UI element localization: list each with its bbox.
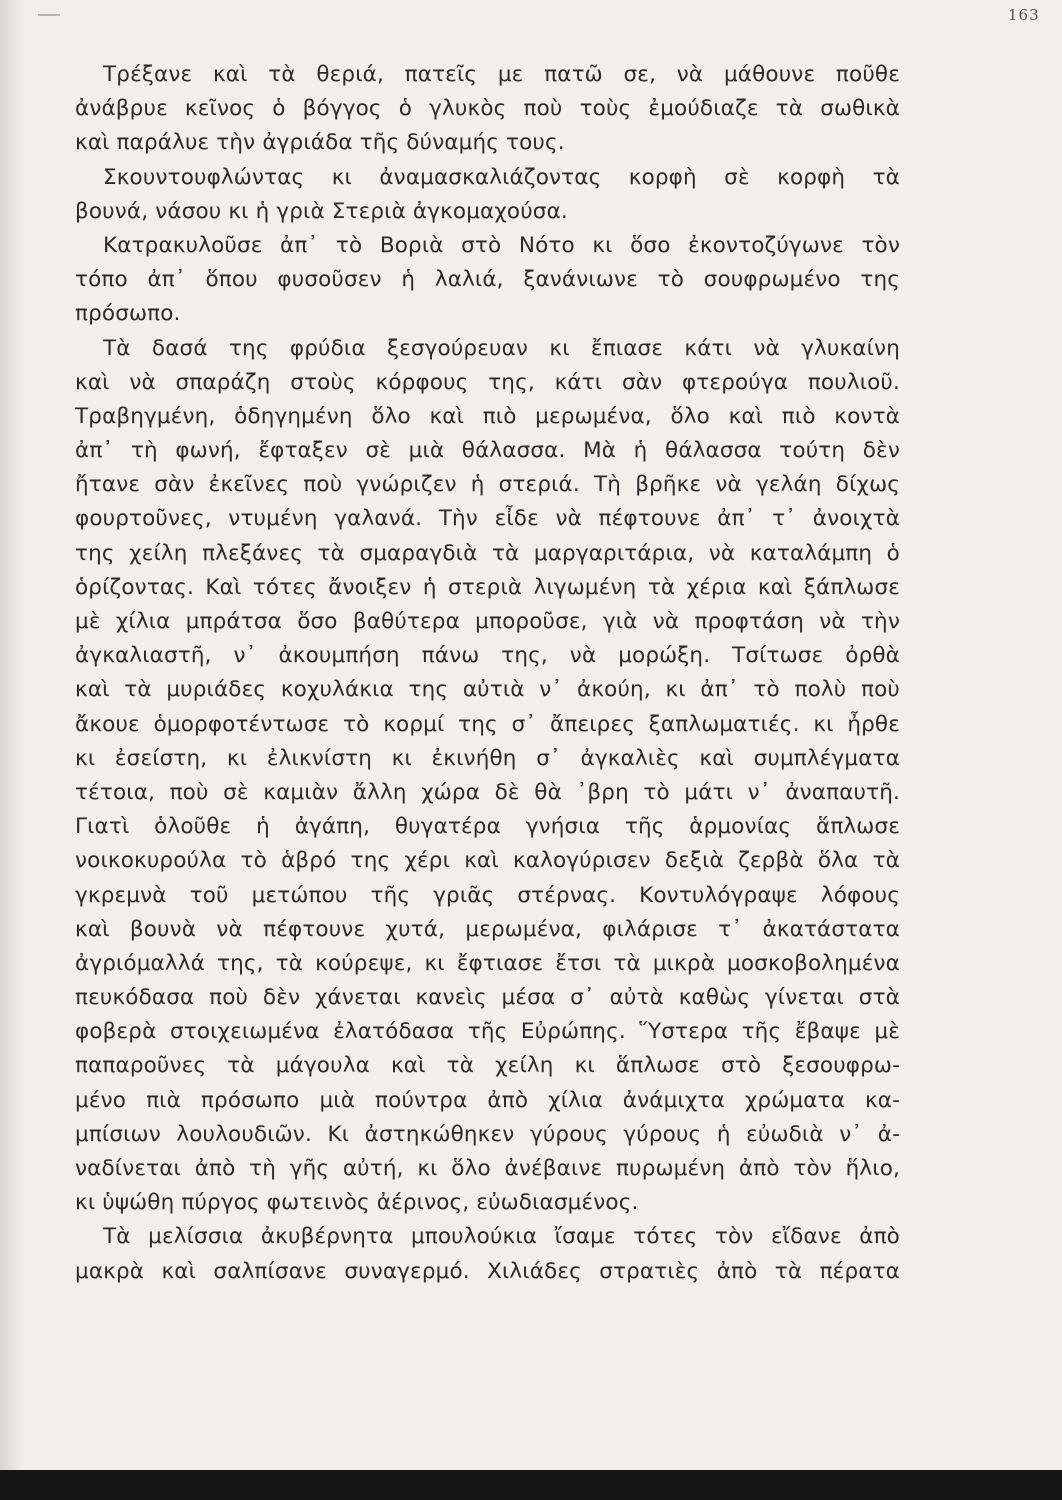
text-line: μακρὰ καὶ σαλπίσανε συναγερμό. Χιλιάδες στρατιὲς ἀπὸ τὰ πέρατα [75, 1258, 900, 1284]
text-line: Σκουντουφλώντας κι ἀναμασκαλιάζοντας κορφὴ σὲ κορφὴ τὰ [103, 164, 900, 190]
text-line: Κατρακυλοῦσε ἀπ᾿ τὸ Βοριὰ στὸ Νότο κι ὅσο ἐκοντοζύγωνε τὸν [103, 232, 900, 258]
text-line: Γιατὶ ὁλοῦθε ἡ ἀγάπη, θυγατέρα γνήσια τῆς ἁρμονίας ἅπλωσε [75, 814, 900, 840]
text-line: Τὰ μελίσσια ἀκυβέρνητα μπουλούκια ἴσαμε τότες τὸν εἴδανε ἀπὸ [103, 1224, 900, 1250]
body-text [75, 58, 900, 1289]
page-edge [0, 0, 22, 1470]
text-line: γκρεμνὰ τοῦ μετώπου τῆς γριᾶς στέρνας. Κοντυλόγραψε λόφους [75, 882, 900, 908]
page-number: 163 [1008, 6, 1040, 24]
text-line: ἀγριόμαλλά της, τὰ κούρεψε, κι ἔφτιασε ἔτσι τὰ μικρὰ μοσκοβολημένα [75, 950, 900, 976]
text-line: ἄκουε ὁμορφοτέντωσε τὸ κορμί της σ᾿ ἄπειρες ξαπλωματιές. κι ἦρθε [75, 711, 900, 737]
text-line: καὶ νὰ σπαράζη στοὺς κόρφους της, κάτι σὰν φτερούγα πουλιοῦ. [75, 369, 900, 395]
text-line: ἀπ᾿ τὴ φωνή, ἔφταξεν σὲ μιὰ θάλασσα. Μὰ ἡ θάλασσα τούτη δὲν [75, 438, 900, 464]
gutter-mark [38, 14, 60, 16]
text-line: τόπο ἀπ᾿ ὅπου φυσοῦσεν ἡ λαλιά, ξανάνιωνε τὸ σουφρωμένο της [75, 267, 900, 293]
text-line: καὶ τὰ μυριάδες κοχυλάκια της αὐτιὰ ν᾿ ἀκούη, κι ἀπ᾿ τὸ πολὺ ποὺ [75, 677, 900, 703]
text-line: φουρτοῦνες, ντυμένη γαλανά. Τὴν εἶδε νὰ πέφτουνε ἀπ᾿ τ᾿ ἀνοιχτὰ [75, 506, 900, 532]
text-line: Τραβηγμένη, ὁδηγημένη ὅλο καὶ πιὸ μερωμένα, ὅλο καὶ πιὸ κοντὰ [75, 403, 900, 429]
text-line: φοβερὰ στοιχειωμένα ἐλατόδασα τῆς Εὐρώπης. Ὕστερα τῆς ἔβαψε μὲ [75, 1019, 900, 1045]
text-line: μὲ χίλια μπράτσα ὅσο βαθύτερα μποροῦσε, γιὰ νὰ προφτάση νὰ τὴν [75, 609, 900, 634]
text-line: κι ὑψώθη πύργος φωτεινὸς ἀέρινος, εὐωδιασμένος. [75, 1190, 639, 1216]
text-line: ἀνάβρυε κεῖνος ὁ βόγγος ὁ γλυκὸς ποὺ τοὺς ἐμούδιαζε τὰ σωθικὰ [75, 96, 900, 122]
text-line: παπαροῦνες τὰ μάγουλα καὶ τὰ χείλη κι ἅπλωσε στὸ ξεσουφρω- [75, 1053, 900, 1079]
text-line: κι ἐσείστη, κι ἐλικνίστη κι ἐκινήθη σ᾿ ἀγκαλιὲς καὶ συμπλέγματα [75, 745, 900, 771]
text-line: τέτοια, ποὺ σὲ καμιὰν ἄλλη χώρα δὲ θὰ ᾿βρη τὸ μάτι ν᾿ ἀναπαυτῆ. [75, 779, 900, 805]
text-line: καὶ παράλυε τὴν ἀγριάδα τῆς δύναμής τους. [75, 130, 565, 156]
scanner-bottom-band [0, 1470, 1062, 1500]
text-line: Τρέξανε καὶ τὰ θεριά, πατεῖς με πατῶ σε, νὰ μάθουνε ποῦθε [103, 62, 900, 87]
text-line: νοικοκυρούλα τὸ ἁβρό της χέρι καὶ καλογύρισεν δεξιὰ ζερβὰ ὅλα τὰ [75, 848, 900, 874]
text-line: Τὰ δασά της φρύδια ξεσγούρευαν κι ἔπιασε κάτι νὰ γλυκαίνη [103, 335, 900, 361]
text-line: ὁρίζοντας. Καὶ τότες ἄνοιξεν ἡ στεριὰ λιγωμένη τὰ χέρια καὶ ξάπλωσε [75, 574, 900, 600]
text-line: μπίσιων λουλουδιῶν. Κι ἀστηκώθηκεν γύρους γύρους ἡ εὐωδιὰ ν᾿ ἀ- [75, 1121, 900, 1147]
text-line: ἀγκαλιαστῆ, ν᾿ ἀκουμπήση πάνω της, νὰ μορώξη. Τσίτωσε ὀρθὰ [75, 643, 900, 669]
text-line: πευκόδασα ποὺ δὲν χάνεται κανεὶς μέσα σ᾿ αὐτὰ καθὼς γίνεται στὰ [75, 985, 900, 1011]
text-line: ἤτανε σὰν ἐκεῖνες ποὺ γνώριζεν ἡ στεριά. Τὴ βρῆκε νὰ γελάη δίχως [75, 472, 900, 498]
text-line: της χείλη πλεξάνες τὰ σμαραγδιὰ τὰ μαργαριτάρια, νὰ καταλάμπη ὁ [75, 540, 900, 566]
text-line: βουνά, νάσου κι ἡ γριὰ Στεριὰ ἀγκομαχούσα. [75, 198, 568, 224]
text-line: ναδίνεται ἀπὸ τὴ γῆς αὐτή, κι ὅλο ἀνέβαινε πυρωμένη ἀπὸ τὸν ἥλιο, [75, 1156, 900, 1181]
text-line: μένο πιὰ πρόσωπο μιὰ πούντρα ἀπὸ χίλια ἀνάμιχτα χρώματα κα- [75, 1087, 900, 1113]
text-line: πρόσωπο. [75, 301, 181, 327]
text-line: καὶ βουνὰ νὰ πέφτουνε χυτά, μερωμένα, φιλάρισε τ᾿ ἀκατάστατα [75, 916, 900, 942]
